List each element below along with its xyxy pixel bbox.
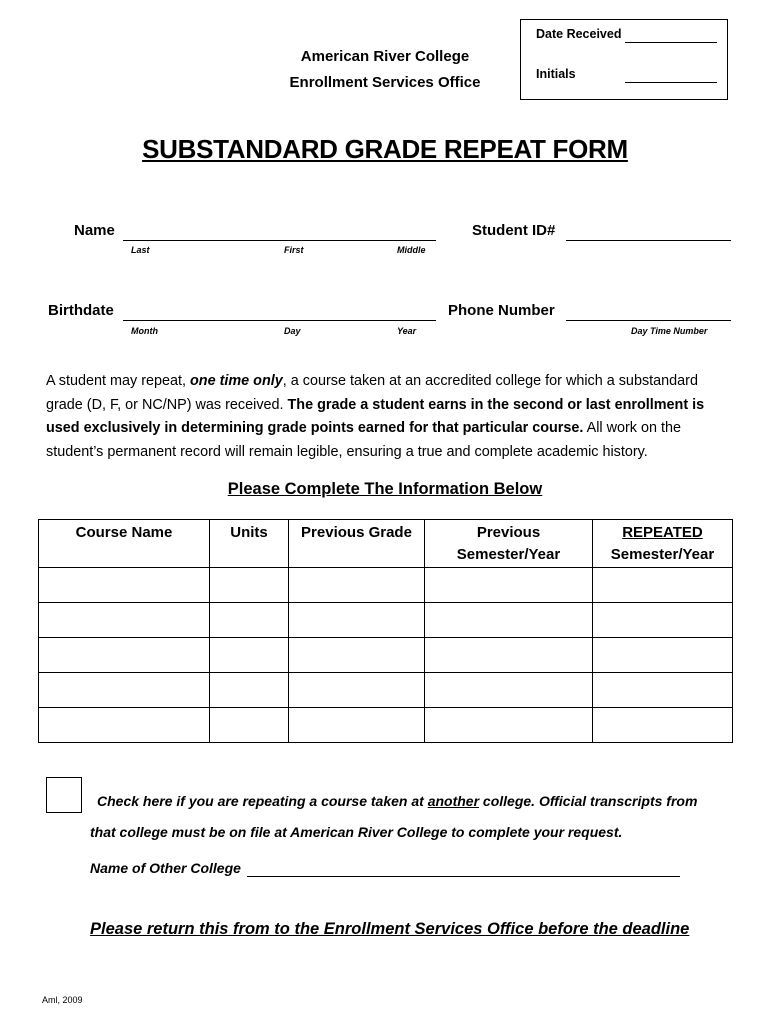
col-repeated-semester xyxy=(593,520,733,568)
name-label: Name xyxy=(74,222,115,239)
birth-sub-month: Month xyxy=(131,326,158,336)
table-cell[interactable] xyxy=(425,638,593,673)
birthdate-field[interactable] xyxy=(123,320,436,321)
table-cell[interactable] xyxy=(289,708,425,743)
office-use-box xyxy=(520,19,728,100)
table-row xyxy=(39,708,733,743)
date-received-field[interactable] xyxy=(625,42,717,43)
initials-label: Initials xyxy=(536,67,576,81)
table-cell[interactable] xyxy=(593,638,733,673)
deadline-note: Please return this from to the Enrollment Services Office before the deadline xyxy=(90,920,690,938)
table-header-row xyxy=(39,520,733,568)
table-row xyxy=(39,603,733,638)
phone-label: Phone Number xyxy=(448,302,555,319)
table-cell[interactable] xyxy=(289,603,425,638)
birth-sub-year: Year xyxy=(397,326,417,336)
table-cell[interactable] xyxy=(425,568,593,603)
other-college-checkbox[interactable] xyxy=(46,777,82,813)
birthdate-label: Birthdate xyxy=(48,302,114,319)
student-id-field[interactable] xyxy=(566,240,731,241)
table-cell[interactable] xyxy=(210,638,289,673)
table-cell[interactable] xyxy=(289,638,425,673)
policy-text-2: , a course taken at an accredited college for which a substandard grade (D, F, or NC/NP) was received. xyxy=(46,373,698,413)
table-cell[interactable] xyxy=(593,568,733,603)
policy-emphasis: one time only xyxy=(190,373,283,389)
col-previous-grade: Previous Grade xyxy=(289,520,425,568)
table-heading: Please Complete The Information Below xyxy=(227,480,543,498)
table-row xyxy=(39,568,733,603)
form-title: SUBSTANDARD GRADE REPEAT FORM xyxy=(142,134,628,164)
name-sub-first: First xyxy=(284,245,304,255)
table-cell[interactable] xyxy=(425,673,593,708)
table-cell[interactable] xyxy=(210,568,289,603)
phone-sub: Day Time Number xyxy=(631,326,708,336)
other-college-name-field[interactable] xyxy=(247,876,680,877)
policy-bold: The grade a student earns in the second or last enrollment is used exclusively in determining grade points earned for that particular course. xyxy=(46,396,705,436)
college-name: American River College xyxy=(300,48,470,65)
col-repeated-line1: REPEATED xyxy=(622,524,703,541)
table-cell[interactable] xyxy=(39,673,210,708)
table-cell[interactable] xyxy=(210,603,289,638)
col-previous-line1: Previous xyxy=(476,524,541,541)
table-cell[interactable] xyxy=(289,568,425,603)
other-college-text-2: college. Official transcripts from xyxy=(479,793,698,809)
phone-field[interactable] xyxy=(566,320,731,321)
table-cell[interactable] xyxy=(593,603,733,638)
other-college-note-line1 xyxy=(97,793,697,809)
office-name: Enrollment Services Office xyxy=(289,74,481,91)
birth-sub-day: Day xyxy=(284,326,301,336)
col-units: Units xyxy=(210,520,289,568)
courses-table xyxy=(38,519,733,743)
name-field[interactable] xyxy=(123,240,436,241)
table-cell[interactable] xyxy=(593,708,733,743)
table-cell[interactable] xyxy=(39,638,210,673)
name-sub-last: Last xyxy=(131,245,150,255)
other-college-name-label: Name of Other College xyxy=(90,860,241,876)
table-cell[interactable] xyxy=(39,603,210,638)
table-cell[interactable] xyxy=(425,603,593,638)
student-id-label: Student ID# xyxy=(472,222,556,239)
policy-text-1: A student may repeat, xyxy=(46,373,190,389)
table-cell[interactable] xyxy=(39,708,210,743)
table-cell[interactable] xyxy=(425,708,593,743)
name-sub-middle: Middle xyxy=(397,245,426,255)
policy-text-3: All work on the student’s permanent record will remain legible, ensuring a true and complete academic history. xyxy=(46,420,681,460)
table-cell[interactable] xyxy=(210,673,289,708)
table-cell[interactable] xyxy=(289,673,425,708)
initials-field[interactable] xyxy=(625,82,717,83)
col-course-name: Course Name xyxy=(39,520,210,568)
other-college-note-line2: that college must be on file at American River College to complete your request. xyxy=(90,824,623,840)
table-cell[interactable] xyxy=(593,673,733,708)
date-received-label: Date Received xyxy=(536,27,622,41)
table-cell[interactable] xyxy=(39,568,210,603)
other-college-text-1: Check here if you are repeating a course taken at xyxy=(97,793,428,809)
table-row xyxy=(39,638,733,673)
col-repeated-line2: Semester/Year xyxy=(610,546,715,563)
table-row xyxy=(39,673,733,708)
col-previous-semester xyxy=(425,520,593,568)
policy-paragraph xyxy=(46,370,736,464)
col-previous-line2: Semester/Year xyxy=(456,546,561,563)
table-cell[interactable] xyxy=(210,708,289,743)
other-college-underlined: another xyxy=(427,793,480,809)
footer-code: Aml, 2009 xyxy=(42,995,83,1005)
